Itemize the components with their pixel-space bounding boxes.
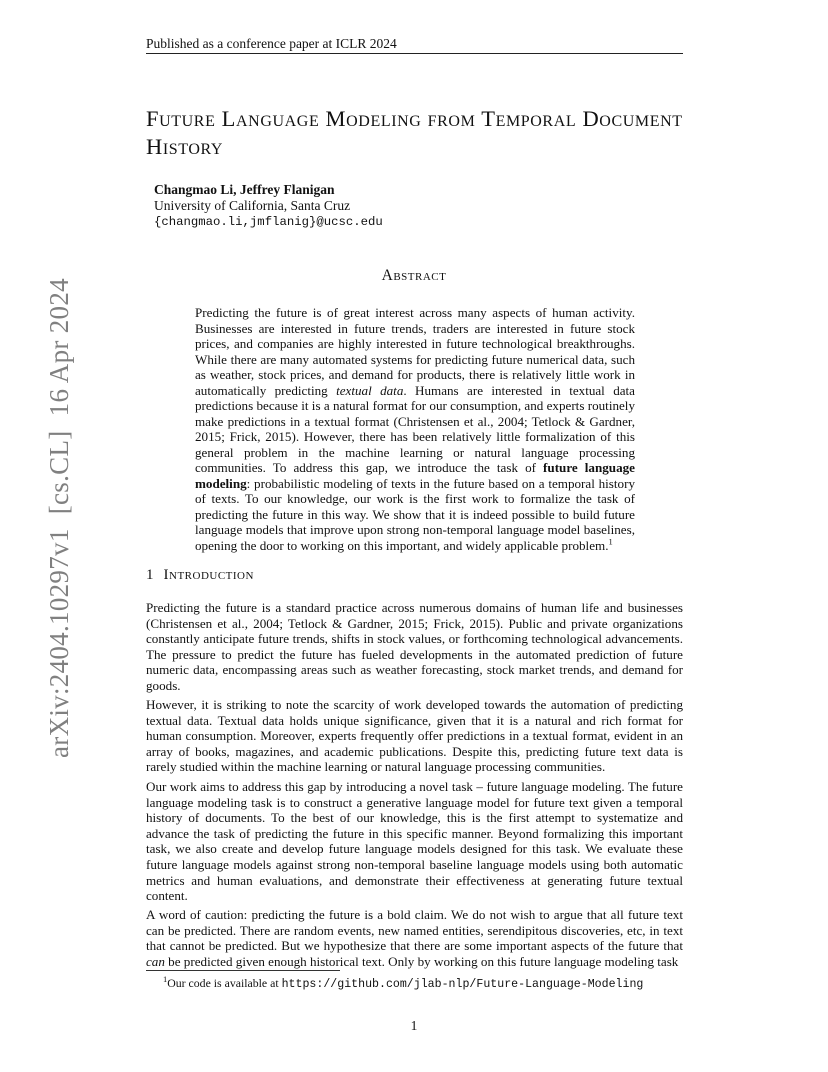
abstract-heading: Abstract	[381, 267, 447, 284]
footnote-rule	[146, 970, 340, 971]
footnote-mark: 1	[163, 974, 168, 985]
author-affiliation: University of California, Santa Cruz	[154, 198, 351, 213]
intro-paragraph-3: Our work aims to address this gap by introducing a novel task – future language modeling. The future language modeling task is to construct a generative language model for future text given a temporal history of documents. To the best of our knowledge, this is the first attempt to systematize and advance the task of predicting the future in this specific manner. Beyond formalizing this important task, we also create and develop future language models designed for this task. We evaluate these future language models against strong non-temporal baseline language models using both automatic metrics and human evaluations, and demonstrate their effectiveness at generating future textual content.	[146, 779, 683, 904]
author-names: Changmao Li, Jeffrey Flanigan	[154, 182, 335, 197]
paragraph-4-text-1: A word of caution: predicting the future is a bold claim. We do not wish to argue that all future text can be predicted. There are random events, new named entities, serendipitous discoveries, etc, in text that cannot be predicted. But we hypothesize that there are some important aspects of the future that	[146, 907, 683, 954]
abstract-text-3: : probabilistic modeling of texts in the future based on a temporal history of texts. To our knowledge, our work is the first work to formalize the task of predicting the future in this way. We show that it is indeed possible to build future language models that improve upon strong non-temporal language model baselines, opening the door to working on this important, and widely applicable problem.	[195, 475, 635, 553]
header-rule	[146, 53, 683, 54]
abstract-text-2: . Humans are interested in textual data predictions because it is a natural format for our consumption, and experts routinely make predictions in a textual format (Christensen et al., 2004; Tetlock & Gardner, 2015; Frick, 2015). However, there has been relatively little formalization of this general problem in the machine learning or natural language processing communities. To address this gap, we introduce the task of	[195, 382, 635, 475]
intro-paragraph-4	[146, 907, 683, 969]
abstract-text-1: Predicting the future is of great interest across many aspects of human activity. Businesses are interested in future trends, traders are interested in future stock prices, and companies are highly interested in future technological breakthroughs. While there are many automated systems for predicting future numerical data, such as weather, stock prices, and demand for products, there is relatively little work in automatically predicting	[195, 305, 635, 398]
section-number: 1	[146, 567, 154, 583]
footnote-url-link[interactable]: https://github.com/jlab-nlp/Future-Language-Modeling	[281, 978, 644, 991]
paper-title: Future Language Modeling from Temporal Document History	[146, 106, 683, 159]
abstract-italic-term: textual data	[336, 382, 404, 398]
footnote	[163, 976, 643, 991]
author-email[interactable]	[154, 213, 383, 229]
section-title: Introduction	[163, 567, 254, 583]
page-number: 1	[410, 1018, 418, 1033]
intro-paragraph-1: Predicting the future is a standard practice across numerous domains of human life and businesses (Christensen et al., 2004; Tetlock & Gardner, 2015; Frick, 2015). Public and private organizations constantly anticipate future trends, shifts in stock values, or forthcoming technological advancements. The pressure to predict the future has fueled developments in the automated prediction of future numeric data, encompassing areas such as weather forecasting, stock market trends, and demand for goods.	[146, 600, 683, 693]
abstract-body	[195, 305, 635, 553]
intro-paragraph-2: However, it is striking to note the scarcity of work developed towards the automation of predicting textual data. Textual data holds unique significance, given that it is a natural and rich format for human consumption. Moreover, experts frequently offer predictions in a textual format, evident in an array of books, magazines, and academic publications. Despite this, predicting future text data is rarely studied within the machine learning or natural language processing communities.	[146, 697, 683, 775]
footnote-text: Our code is available at	[167, 976, 282, 990]
paragraph-4-text-2: be predicted given enough historical text. Only by working on this future language modeling task	[164, 953, 679, 969]
abstract-bold-term: future language modeling	[195, 460, 635, 491]
abstract-footnote-mark[interactable]: 1	[608, 536, 613, 547]
arxiv-stamp: arXiv:2404.10297v1 [cs.CL] 16 Apr 2024	[44, 278, 74, 758]
section-heading	[146, 567, 254, 584]
paragraph-4-italic: can	[146, 953, 165, 969]
running-header: Published as a conference paper at ICLR 2024	[146, 36, 397, 51]
email-text[interactable]: {changmao.li,jmflanig}@ucsc.edu	[154, 215, 383, 229]
